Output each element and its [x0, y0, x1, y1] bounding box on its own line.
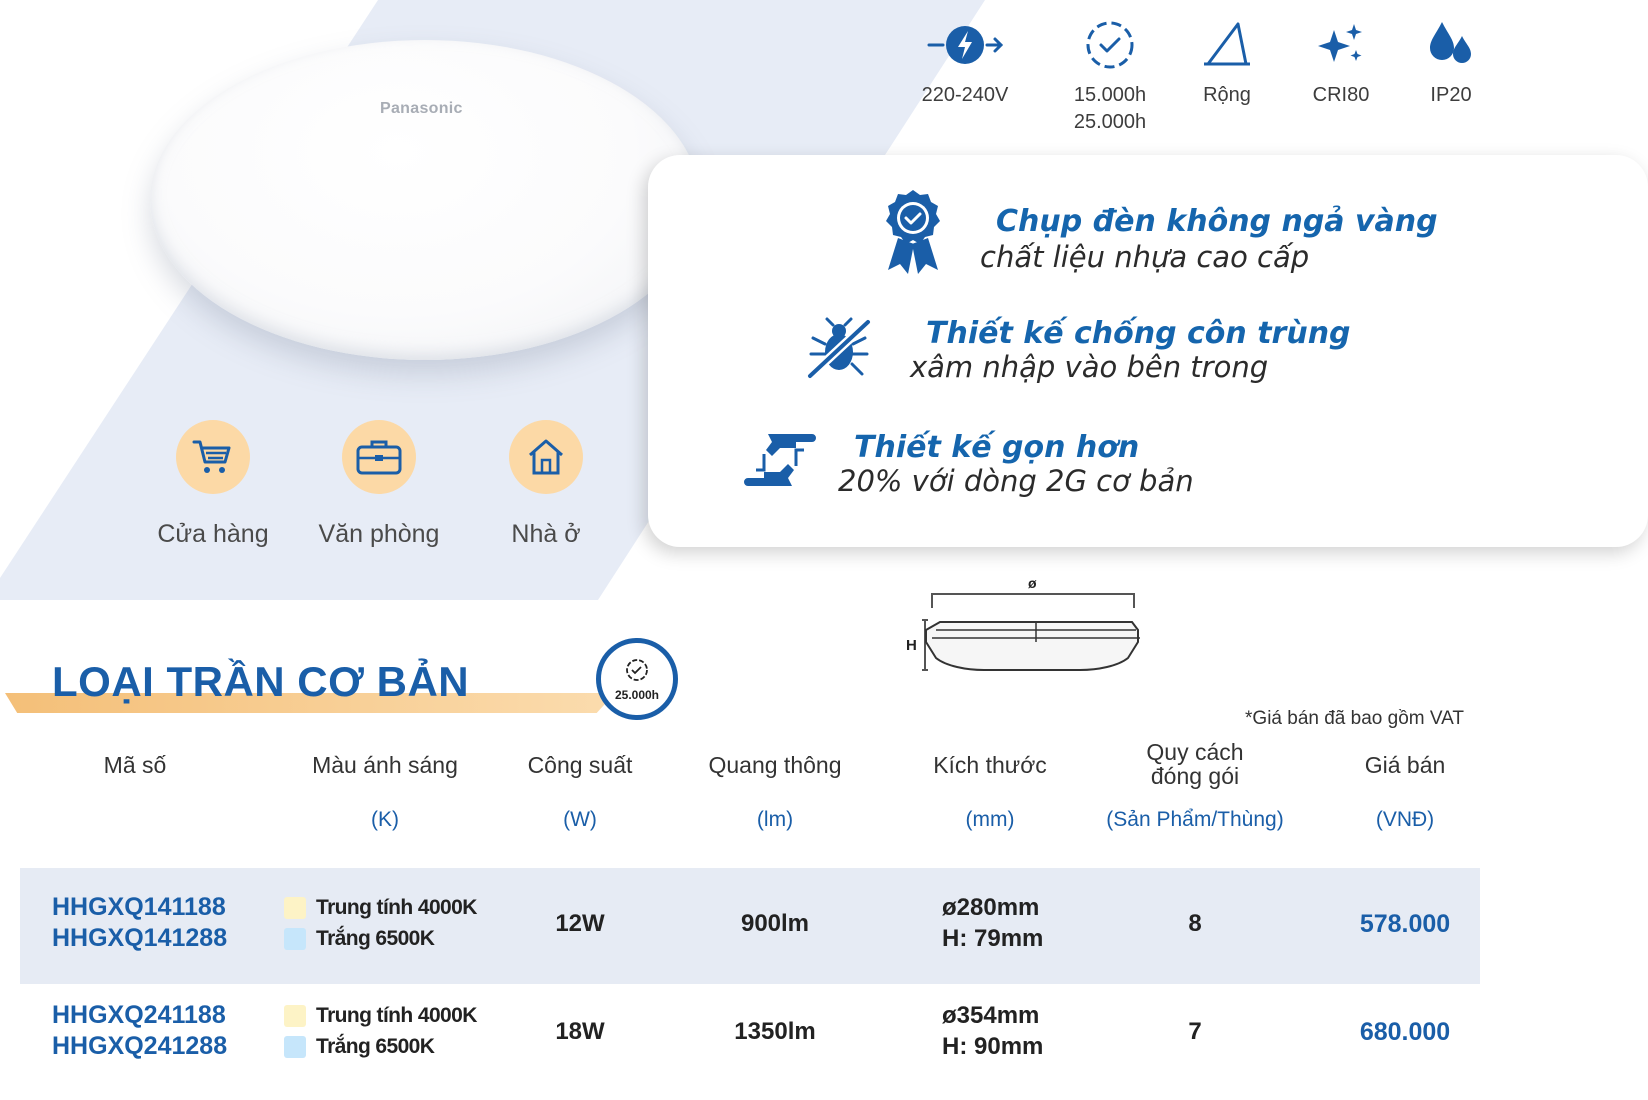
- feature-subtitle: 20% với dòng 2G cơ bản: [838, 464, 1194, 498]
- size-value: ø280mm H: 79mm: [942, 894, 1044, 952]
- feature-2: [926, 316, 1351, 351]
- color-swatch-4000k: [284, 1005, 306, 1027]
- pack-value: 7: [1188, 1018, 1202, 1045]
- briefcase-icon: [342, 420, 416, 494]
- home-icon: [509, 420, 583, 494]
- header-size: Kích thước: [933, 752, 1047, 778]
- application-label: Cửa hàng: [157, 520, 269, 548]
- power-value: 18W: [555, 1018, 605, 1045]
- lumen-value: 1350lm: [734, 1018, 816, 1045]
- dimension-height-label: H: [906, 637, 917, 654]
- lumen-value: 900lm: [740, 910, 810, 937]
- color-swatch-4000k: [284, 897, 306, 919]
- spec-label: CRI80: [1312, 84, 1370, 106]
- spec-label: 15.000h 25.000h: [1073, 84, 1147, 133]
- application-home: [461, 420, 631, 549]
- spec-lifetime: [1045, 18, 1175, 136]
- voltage-icon: [927, 18, 1003, 72]
- pack-value: 8: [1188, 910, 1202, 937]
- spec-label: 220-240V: [921, 84, 1009, 106]
- beam-angle-icon: [1200, 18, 1254, 72]
- product-codes: HHGXQ141188 HHGXQ141288: [52, 893, 228, 952]
- color-swatch-6500k: [284, 928, 306, 950]
- ceiling-lamp-image: [150, 40, 700, 360]
- table-row: [20, 984, 1480, 1100]
- quality-badge-icon: [880, 188, 946, 274]
- application-office: [294, 420, 464, 549]
- dimension-diameter-label: ø: [1028, 575, 1037, 591]
- header-price: Giá bán: [1364, 752, 1446, 778]
- spec-ip: [1386, 18, 1516, 109]
- no-insect-icon: [806, 318, 872, 380]
- application-store: [128, 420, 298, 549]
- color-swatch-6500k: [284, 1036, 306, 1058]
- feature-title: Thiết kế gọn hơn: [854, 430, 1140, 465]
- header-price-unit: (VNĐ): [1375, 808, 1435, 831]
- light-colors: Trung tính 4000K Trắng 6500K: [284, 1000, 477, 1062]
- water-drops-icon: [1424, 18, 1478, 72]
- badge-label: 25.000h: [614, 688, 660, 702]
- price-value: 578.000: [1359, 910, 1451, 938]
- lifetime-badge: [596, 638, 678, 720]
- power-value: 12W: [555, 910, 605, 937]
- application-label: Văn phòng: [318, 520, 440, 548]
- header-pack: Quy cách đóng gói: [1146, 739, 1244, 789]
- spec-label: IP20: [1430, 84, 1472, 106]
- sparkle-icon: [1314, 18, 1368, 72]
- header-lumen-unit: (lm): [756, 808, 794, 831]
- price-value: 680.000: [1359, 1018, 1451, 1046]
- dimension-drawing: [906, 575, 1162, 690]
- feature-subtitle: chất liệu nhựa cao cấp: [980, 240, 1310, 274]
- header-color: Màu ánh sáng: [312, 752, 458, 778]
- header-power-unit: (W): [563, 808, 597, 831]
- product-codes: HHGXQ241188 HHGXQ241288: [52, 1001, 228, 1060]
- header-pack-unit: (Sản Phẩm/Thùng): [1106, 808, 1284, 831]
- table-row: [20, 868, 1480, 984]
- compact-hands-icon: [738, 428, 822, 492]
- feature-title: Thiết kế chống côn trùng: [926, 316, 1351, 351]
- header-size-unit: (mm): [965, 808, 1015, 831]
- vat-note: *Giá bán đã bao gồm VAT: [1245, 708, 1464, 729]
- feature-subtitle: xâm nhập vào bên trong: [910, 350, 1269, 384]
- feature-3-sub: [838, 464, 1194, 498]
- feature-1-sub: [980, 240, 1309, 274]
- light-colors: Trung tính 4000K Trắng 6500K: [284, 892, 477, 954]
- feature-2-sub: [910, 350, 1268, 384]
- size-value: ø354mm H: 90mm: [942, 1002, 1044, 1060]
- section-title: LOẠI TRẦN CƠ BẢN: [52, 658, 470, 705]
- header-color-unit: (K): [371, 808, 399, 831]
- spec-beam: [1162, 18, 1292, 109]
- header-code: Mã số: [103, 752, 167, 778]
- header-lumen: Quang thông: [708, 752, 842, 778]
- feature-1: [996, 204, 1438, 239]
- shopping-cart-icon: [176, 420, 250, 494]
- lifetime-clock-icon: [1083, 18, 1137, 72]
- feature-3: [854, 430, 1139, 465]
- lamp-brand-logo: Panasonic: [380, 100, 463, 117]
- header-power: Công suất: [527, 752, 633, 778]
- application-label: Nhà ở: [511, 520, 581, 548]
- spec-label: Rộng: [1203, 84, 1251, 106]
- spec-voltage: [900, 18, 1030, 109]
- clock-check-icon: [625, 657, 649, 683]
- feature-title: Chụp đèn không ngả vàng: [996, 204, 1438, 239]
